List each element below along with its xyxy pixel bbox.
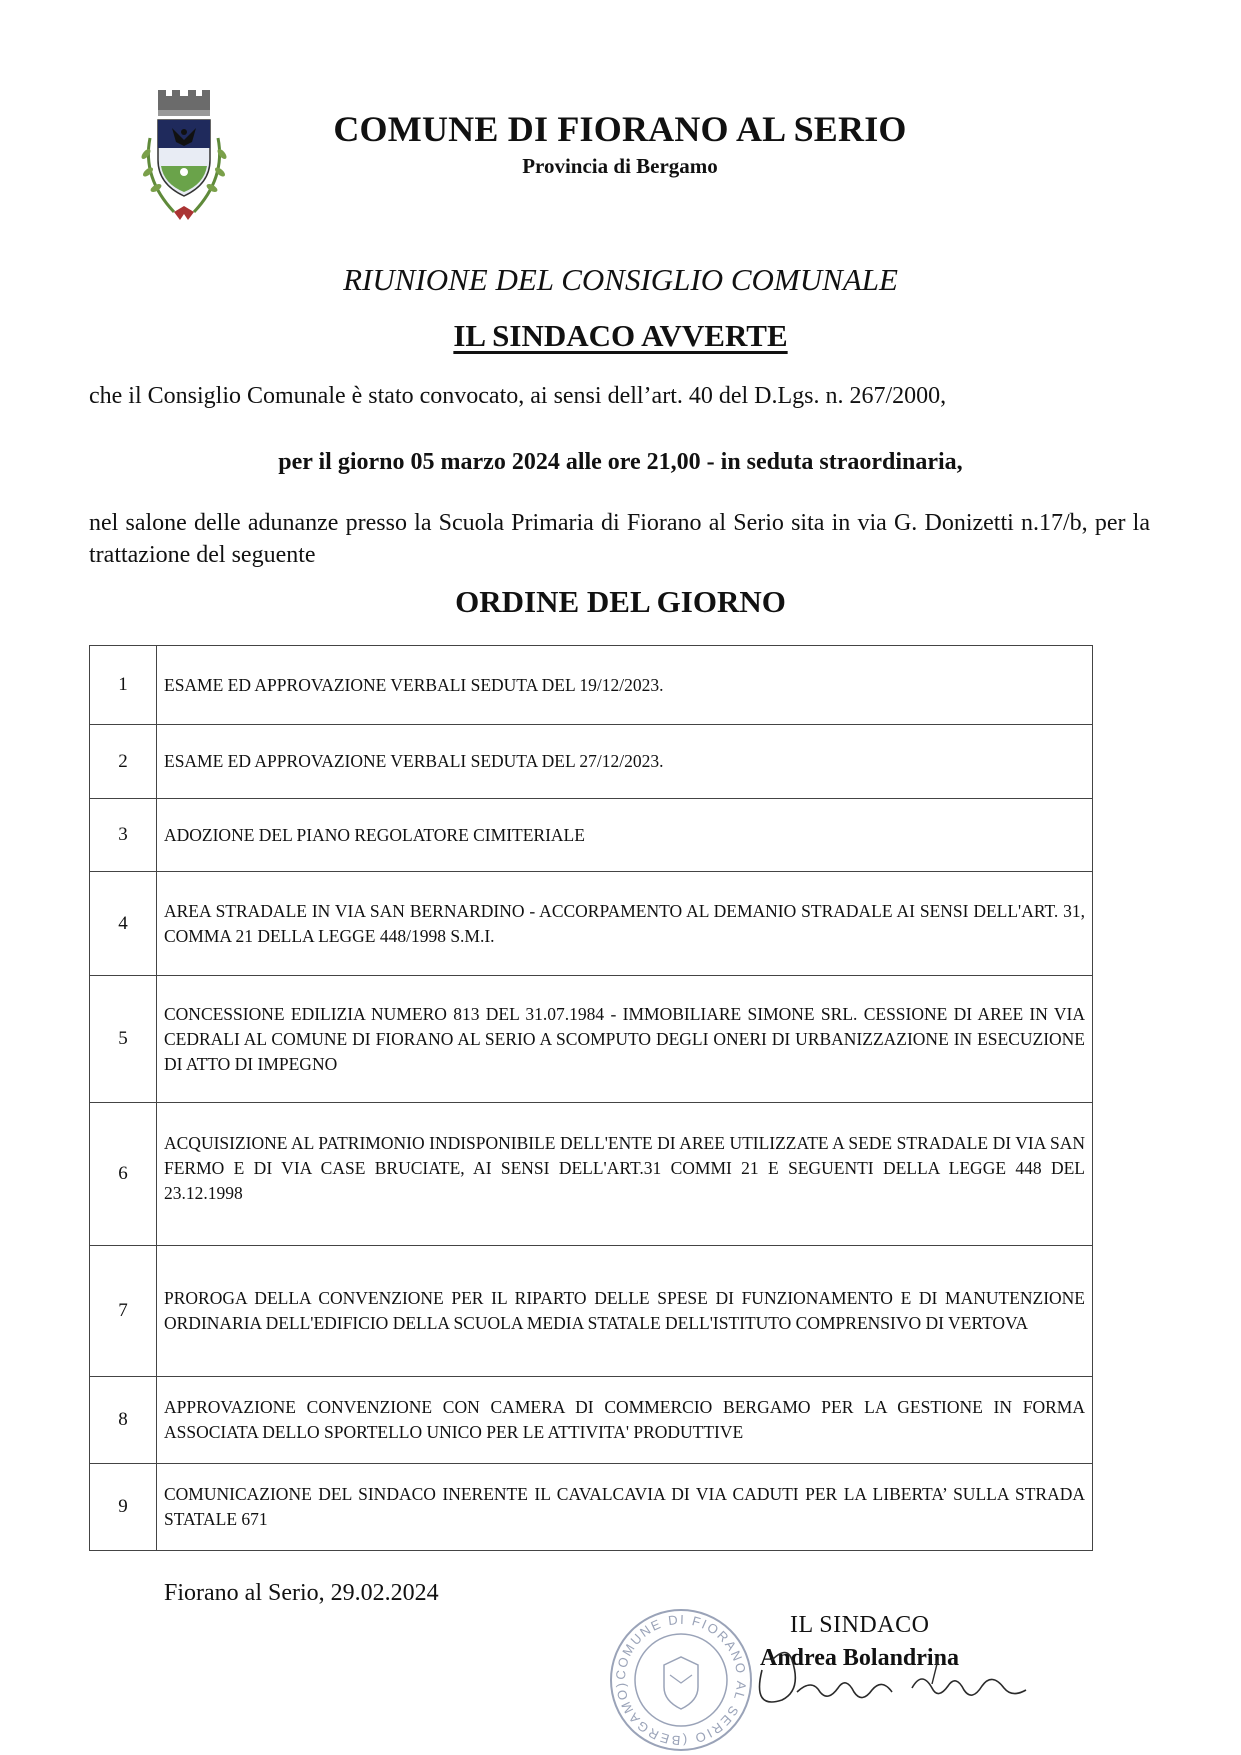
meeting-venue: nel salone delle adunanze presso la Scuola Primaria di Fiorano al Serio sita in via G. Donizetti n.17/b, per la trattazione del seguente xyxy=(89,510,1150,568)
agenda-row xyxy=(90,1377,1093,1464)
agenda-item-number: 9 xyxy=(90,1464,157,1551)
agenda-table xyxy=(89,645,1093,1551)
agenda-item-text: ACQUISIZIONE AL PATRIMONIO INDISPONIBILE DELL'ENTE DI AREE UTILIZZATE A SEDE STRADALE DI VIA SAN FERMO E DI VIA CASE BRUCIATE, AI SENSI DELL'ART.31 COMMI 21 E SEGUENTI DELLA LEGGE 448 DEL 23.12.1998 xyxy=(157,1103,1093,1246)
agenda-row xyxy=(90,646,1093,725)
agenda-row xyxy=(90,872,1093,976)
agenda-item-number: 1 xyxy=(90,646,157,725)
municipality-title: COMUNE DI FIORANO AL SERIO xyxy=(333,109,907,149)
agenda-row xyxy=(90,799,1093,872)
agenda-item-number: 7 xyxy=(90,1246,157,1377)
agenda-row xyxy=(90,1246,1093,1377)
notice-heading: IL SINDACO AVVERTE xyxy=(453,318,788,353)
agenda-item-number: 4 xyxy=(90,872,157,976)
meeting-title: RIUNIONE DEL CONSIGLIO COMUNALE xyxy=(343,262,898,297)
agenda-item-number: 3 xyxy=(90,799,157,872)
agenda-item-text: ADOZIONE DEL PIANO REGOLATORE CIMITERIALE xyxy=(157,799,1093,872)
signer-name: Andrea Bolandrina xyxy=(760,1645,959,1671)
agenda-item-text: ESAME ED APPROVAZIONE VERBALI SEDUTA DEL 19/12/2023. xyxy=(157,646,1093,725)
agenda-item-number: 8 xyxy=(90,1377,157,1464)
official-stamp-icon xyxy=(606,1605,756,1755)
stamp-text: COMUNE DI FIORANO AL SERIO (BERGAMO) xyxy=(612,1611,750,1749)
agenda-item-text: COMUNICAZIONE DEL SINDACO INERENTE IL CAVALCAVIA DI VIA CADUTI PER LA LIBERTA’ SULLA STRADA STATALE 671 xyxy=(157,1464,1093,1551)
agenda-row xyxy=(90,976,1093,1103)
place-and-date: Fiorano al Serio, 29.02.2024 xyxy=(164,1580,439,1606)
svg-text:COMUNE DI FIORANO AL SERIO (BE xyxy=(613,1612,749,1748)
meeting-date-line: per il giorno 05 marzo 2024 alle ore 21,00 - in seduta straordinaria, xyxy=(278,449,963,475)
convocation-intro: che il Consiglio Comunale è stato convocato, ai sensi dell’art. 40 del D.Lgs. n. 267/2000, xyxy=(89,383,947,409)
agenda-row xyxy=(90,1464,1093,1551)
agenda-item-text: AREA STRADALE IN VIA SAN BERNARDINO - ACCORPAMENTO AL DEMANIO STRADALE AI SENSI DELL'ART. 31, COMMA 21 DELLA LEGGE 448/1998 S.M.I. xyxy=(157,872,1093,976)
agenda-item-text: ESAME ED APPROVAZIONE VERBALI SEDUTA DEL 27/12/2023. xyxy=(157,725,1093,799)
signer-role: IL SINDACO xyxy=(790,1612,930,1638)
handwritten-signature-icon xyxy=(742,1630,1042,1720)
agenda-item-text: APPROVAZIONE CONVENZIONE CON CAMERA DI COMMERCIO BERGAMO PER LA GESTIONE IN FORMA ASSOCIATA DELLO SPORTELLO UNICO PER LE ATTIVITA' PRODUTTIVE xyxy=(157,1377,1093,1464)
agenda-item-number: 6 xyxy=(90,1103,157,1246)
province-subtitle: Provincia di Bergamo xyxy=(522,154,718,178)
agenda-row xyxy=(90,1103,1093,1246)
agenda-row xyxy=(90,725,1093,799)
agenda-heading: ORDINE DEL GIORNO xyxy=(455,584,786,619)
agenda-item-number: 2 xyxy=(90,725,157,799)
agenda-item-text: CONCESSIONE EDILIZIA NUMERO 813 DEL 31.07.1984 - IMMOBILIARE SIMONE SRL. CESSIONE DI AREE IN VIA CEDRALI AL COMUNE DI FIORANO AL SERIO A SCOMPUTO DEGLI ONERI DI URBANIZZAZIONE IN ESECUZIONE DI ATTO DI IMPEGNO xyxy=(157,976,1093,1103)
agenda-item-text: PROROGA DELLA CONVENZIONE PER IL RIPARTO DELLE SPESE DI FUNZIONAMENTO E DI MANUTENZIONE ORDINARIA DELL'EDIFICIO DELLA SCUOLA MEDIA STATALE DELL'ISTITUTO COMPRENSIVO DI VERTOVA xyxy=(157,1246,1093,1377)
coat-of-arms-icon xyxy=(128,88,240,228)
agenda-item-number: 5 xyxy=(90,976,157,1103)
